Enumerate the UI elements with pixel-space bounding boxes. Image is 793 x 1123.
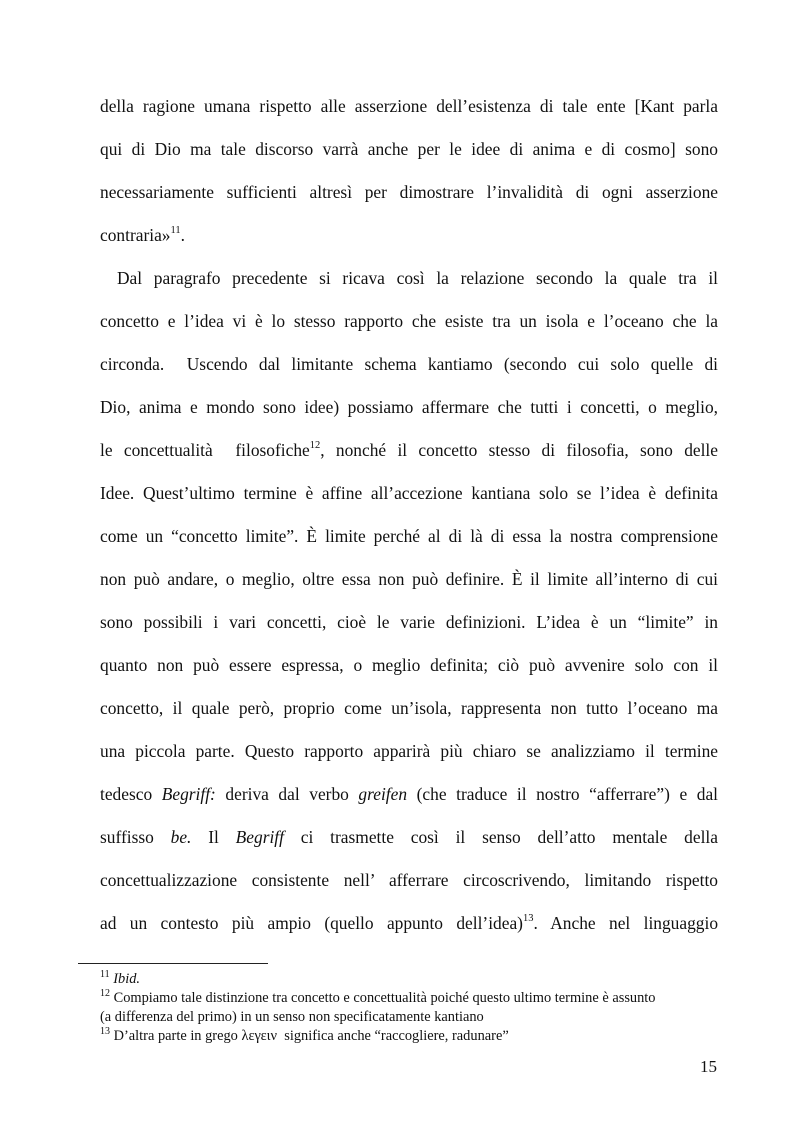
footnote-12 — [100, 990, 740, 1006]
body-line-3: necessariamente sufficienti altresì per dimostrare l’invalidità di ogni asserzione — [100, 182, 718, 202]
italic-term: Begriff: — [161, 784, 216, 804]
body-line-11: come un “concetto limite”. È limite perché al di là di essa la nostra comprensione — [100, 526, 718, 546]
footnote-ref-13[interactable]: 13 — [522, 913, 534, 925]
italic-term: be. — [170, 827, 192, 847]
body-line-10: Idee. Quest’ultimo termine è affine all’accezione kantiana solo se l’idea è definita — [100, 483, 718, 503]
body-line-19: concettualizzazione consistente nell’ afferrare circoscrivendo, limitando rispetto — [100, 870, 718, 890]
text-span: , nonché il concetto stesso di filosofia, sono delle — [320, 440, 718, 460]
text-span: suffisso — [100, 827, 171, 847]
text-span: Il — [191, 827, 236, 847]
body-line-18 — [100, 827, 718, 847]
text-span: ci trasmette così il senso dell’atto mentale della — [283, 827, 718, 847]
body-line-13: sono possibili i vari concetti, cioè le varie definizioni. L’idea è un “limite” in — [100, 612, 718, 632]
footnote-separator — [78, 963, 268, 964]
body-line-12: non può andare, o meglio, oltre essa non può definire. È il limite all’interno di cui — [100, 569, 718, 589]
page-number: 15 — [700, 1057, 717, 1076]
body-line-17 — [100, 784, 718, 804]
body-line-8: Dio, anima e mondo sono idee) possiamo affermare che tutti i concetti, o meglio, — [100, 397, 718, 417]
body-line-1: della ragione umana rispetto alle asserzione dell’esistenza di tale ente [Kant parla — [100, 96, 718, 116]
body-line-9 — [100, 440, 718, 460]
footnote-number: 12 — [100, 988, 110, 1000]
text-span: contraria» — [100, 225, 171, 245]
footnote-text: Compiamo tale distinzione tra concetto e concettualità poiché questo ultimo termine è assunto — [113, 990, 656, 1006]
text-span: . Anche nel linguaggio — [533, 913, 719, 933]
footnote-text: Ibid. — [113, 971, 141, 987]
italic-term: Begriff — [235, 827, 284, 847]
footnote-ref-11[interactable]: 11 — [170, 225, 181, 237]
text-span: . — [180, 225, 185, 245]
body-line-16: una piccola parte. Questo rapporto apparirà più chiaro se analizziamo il termine — [100, 741, 718, 761]
text-span: le concettualità filosofiche — [100, 440, 310, 460]
footnote-number: 11 — [100, 969, 110, 981]
body-line-2: qui di Dio ma tale discorso varrà anche per le idee di anima e di cosmo] sono — [100, 139, 718, 159]
body-line-20 — [100, 913, 718, 933]
footnote-11 — [100, 971, 740, 987]
body-line-4 — [100, 225, 718, 245]
footnote-number: 13 — [100, 1026, 110, 1038]
body-line-15: concetto, il quale però, proprio come un’isola, rappresenta non tutto l’oceano ma — [100, 698, 718, 718]
text-span: (che traduce il nostro “afferrare”) e dal — [407, 784, 719, 804]
body-line-6: concetto e l’idea vi è lo stesso rapporto che esiste tra un isola e l’oceano che la — [100, 311, 718, 331]
footnote-text: D’altra parte in grego λεγειν significa anche “raccogliere, radunare” — [113, 1028, 509, 1044]
text-span: tedesco — [100, 784, 162, 804]
footnote-13 — [100, 1028, 740, 1044]
text-span: ad un contesto più ampio (quello appunto dell’idea) — [100, 913, 523, 933]
footnote-ref-12[interactable]: 12 — [309, 440, 321, 452]
italic-term: greifen — [358, 784, 408, 804]
body-line-5: Dal paragrafo precedente si ricava così la relazione secondo la quale tra il — [117, 268, 718, 288]
body-line-7: circonda. Uscendo dal limitante schema kantiamo (secondo cui solo quelle di — [100, 354, 718, 374]
text-span: deriva dal verbo — [215, 784, 359, 804]
body-line-14: quanto non può essere espressa, o meglio definita; ciò può avvenire solo con il — [100, 655, 718, 675]
footnote-12-continuation: (a differenza del primo) in un senso non specificatamente kantiano — [100, 1009, 484, 1025]
